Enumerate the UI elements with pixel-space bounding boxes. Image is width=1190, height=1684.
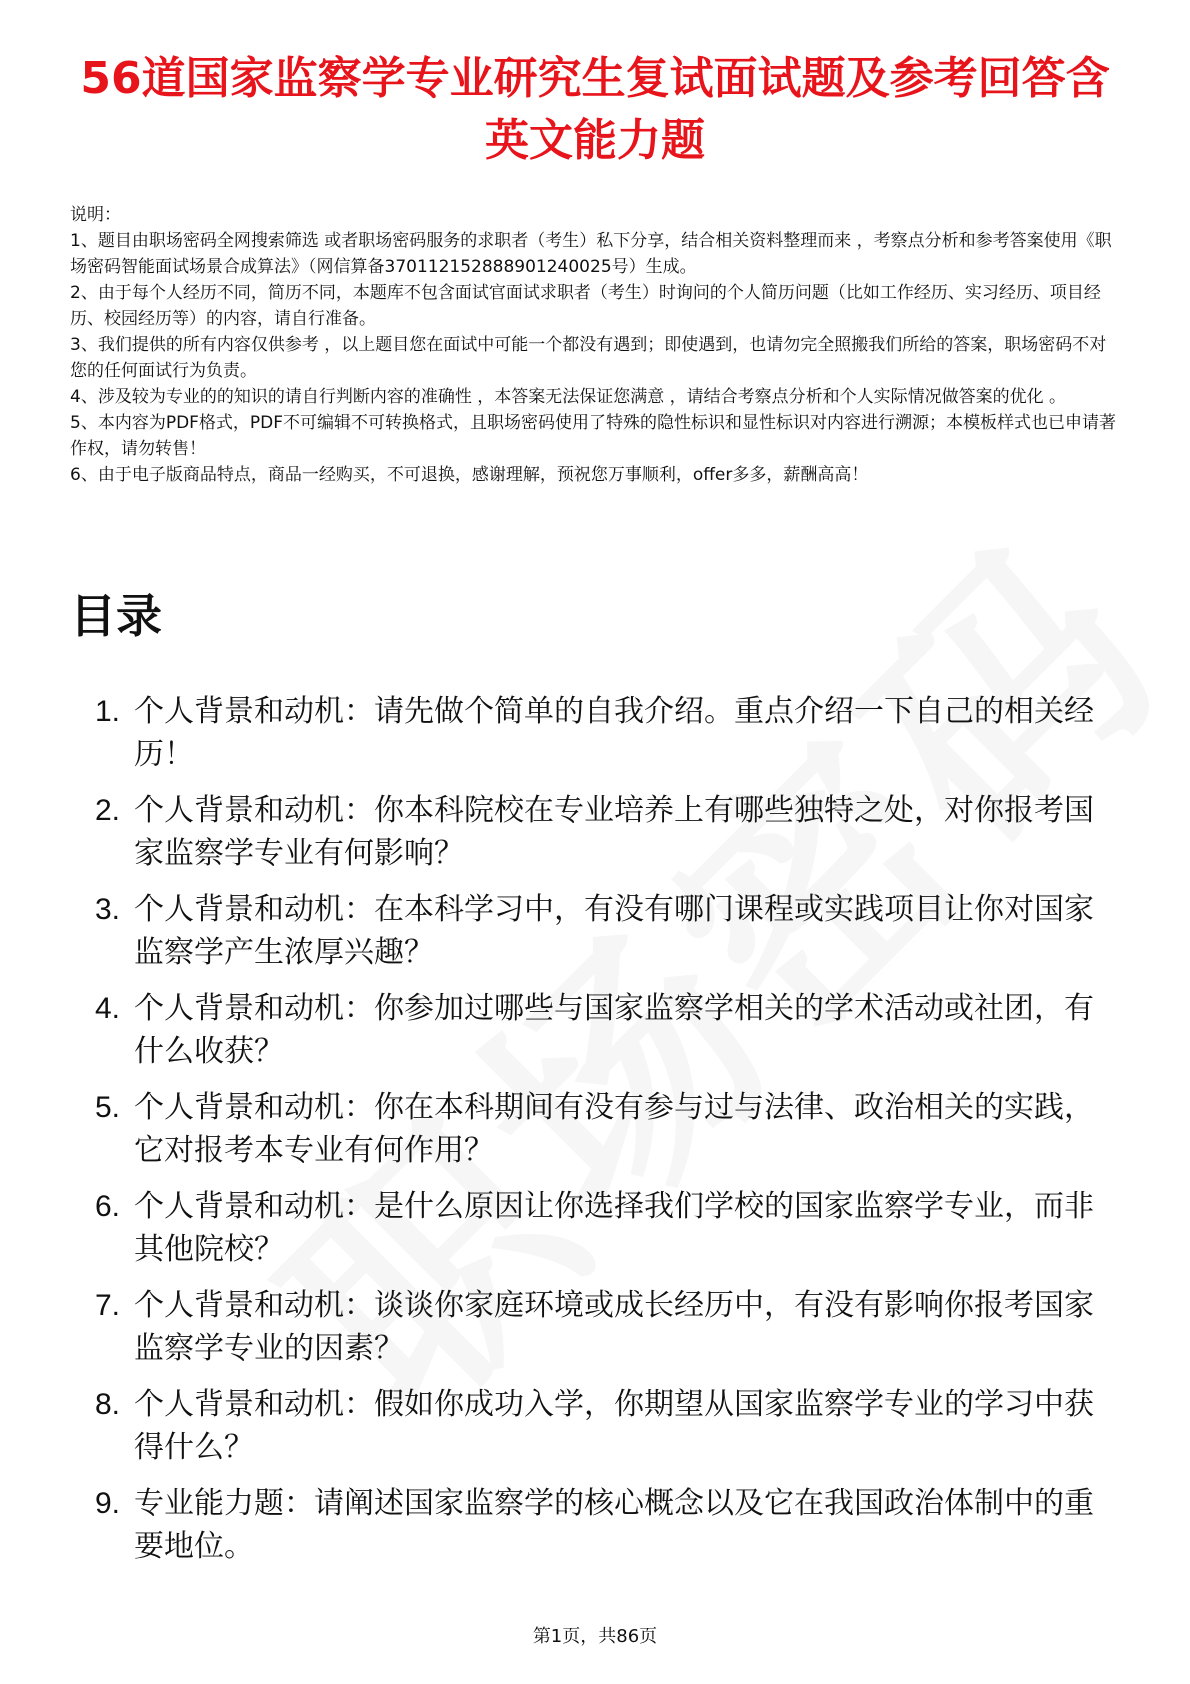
toc-item-number: 6.	[94, 1190, 120, 1223]
note-item: 3、我们提供的所有内容仅供参考 ，以上题目您在面试中可能一个都没有遇到；即使遇到，也请勿完全照搬我们所给的答案，职场密码不对您的任何面试行为负责。	[70, 335, 1107, 381]
toc-item-number: 2.	[94, 794, 120, 827]
toc-item[interactable]	[70, 690, 1120, 789]
note-item: 6、由于电子版商品特点，商品一经购买，不可退换，感谢理解，预祝您万事顺利，offer多多，薪酬高高！	[70, 465, 869, 485]
toc-item-text: 个人背景和动机：假如你成功入学，你期望从国家监察学专业的学习中获得什么？	[134, 1387, 1094, 1465]
toc-item-text: 个人背景和动机：是什么原因让你选择我们学校的国家监察学专业，而非其他院校？	[134, 1189, 1094, 1267]
toc-item-text: 个人背景和动机：谈谈你家庭环境或成长经历中，有没有影响你报考国家监察学专业的因素？	[134, 1288, 1094, 1366]
toc-item-number: 4.	[94, 992, 120, 1025]
page-footer: 第1页，共86页	[532, 1626, 658, 1647]
toc-item[interactable]	[70, 987, 1120, 1086]
toc-list	[70, 690, 1120, 1581]
note-item: 2、由于每个人经历不同，简历不同，本题库不包含面试官面试求职者（考生）时询问的个人简历问题（比如工作经历、实习经历、项目经历、校园经历等）的内容，请自行准备。	[70, 283, 1101, 329]
note-item: 1、题目由职场密码全网搜索筛选 或者职场密码服务的求职者（考生）私下分享，结合相关资料整理而来 ，考察点分析和参考答案使用《职场密码智能面试场景合成算法》（网信算备370112152888901240025号）生成。	[70, 231, 1112, 277]
toc-item-number: 1.	[94, 695, 120, 728]
toc-item-text: 个人背景和动机：你本科院校在专业培养上有哪些独特之处，对你报考国家监察学专业有何影响？	[134, 793, 1094, 871]
toc-item-text: 个人背景和动机：在本科学习中，有没有哪门课程或实践项目让你对国家监察学产生浓厚兴趣？	[134, 892, 1094, 970]
toc-item[interactable]	[70, 888, 1120, 987]
note-item: 5、本内容为PDF格式，PDF不可编辑不可转换格式，且职场密码使用了特殊的隐性标识和显性标识对内容进行溯源；本模板样式也已申请著作权，请勿转售！	[70, 413, 1117, 459]
toc-item-number: 3.	[94, 893, 120, 926]
document-title: 56道国家监察学专业研究生复试面试题及参考回答含英文能力题	[80, 53, 1110, 166]
toc-item-text: 专业能力题：请阐述国家监察学的核心概念以及它在我国政治体制中的重要地位。	[134, 1486, 1094, 1564]
notes-section	[70, 202, 1120, 488]
toc-item[interactable]	[70, 789, 1120, 888]
toc-item-text: 个人背景和动机：请先做个简单的自我介绍。重点介绍一下自己的相关经历！	[134, 694, 1094, 772]
note-item: 4、涉及较为专业的的知识的请自行判断内容的准确性 ，本答案无法保证您满意 ，请结合考察点分析和个人实际情况做答案的优化 。	[70, 387, 1067, 407]
toc-item-text: 个人背景和动机：你在本科期间有没有参与过与法律、政治相关的实践，它对报考本专业有何作用？	[134, 1090, 1094, 1168]
toc-item[interactable]	[70, 1383, 1120, 1482]
toc-item-text: 个人背景和动机：你参加过哪些与国家监察学相关的学术活动或社团，有什么收获？	[134, 991, 1094, 1069]
toc-item-number: 8.	[94, 1388, 120, 1421]
notes-label: 说明：	[70, 205, 121, 225]
toc-item[interactable]	[70, 1284, 1120, 1383]
toc-item-number: 5.	[94, 1091, 120, 1124]
toc-item[interactable]	[70, 1185, 1120, 1284]
toc-item-number: 9.	[94, 1487, 120, 1520]
toc-item[interactable]	[70, 1086, 1120, 1185]
toc-item-number: 7.	[94, 1289, 120, 1322]
toc-item[interactable]	[70, 1482, 1120, 1581]
toc-heading: 目录	[70, 589, 162, 643]
